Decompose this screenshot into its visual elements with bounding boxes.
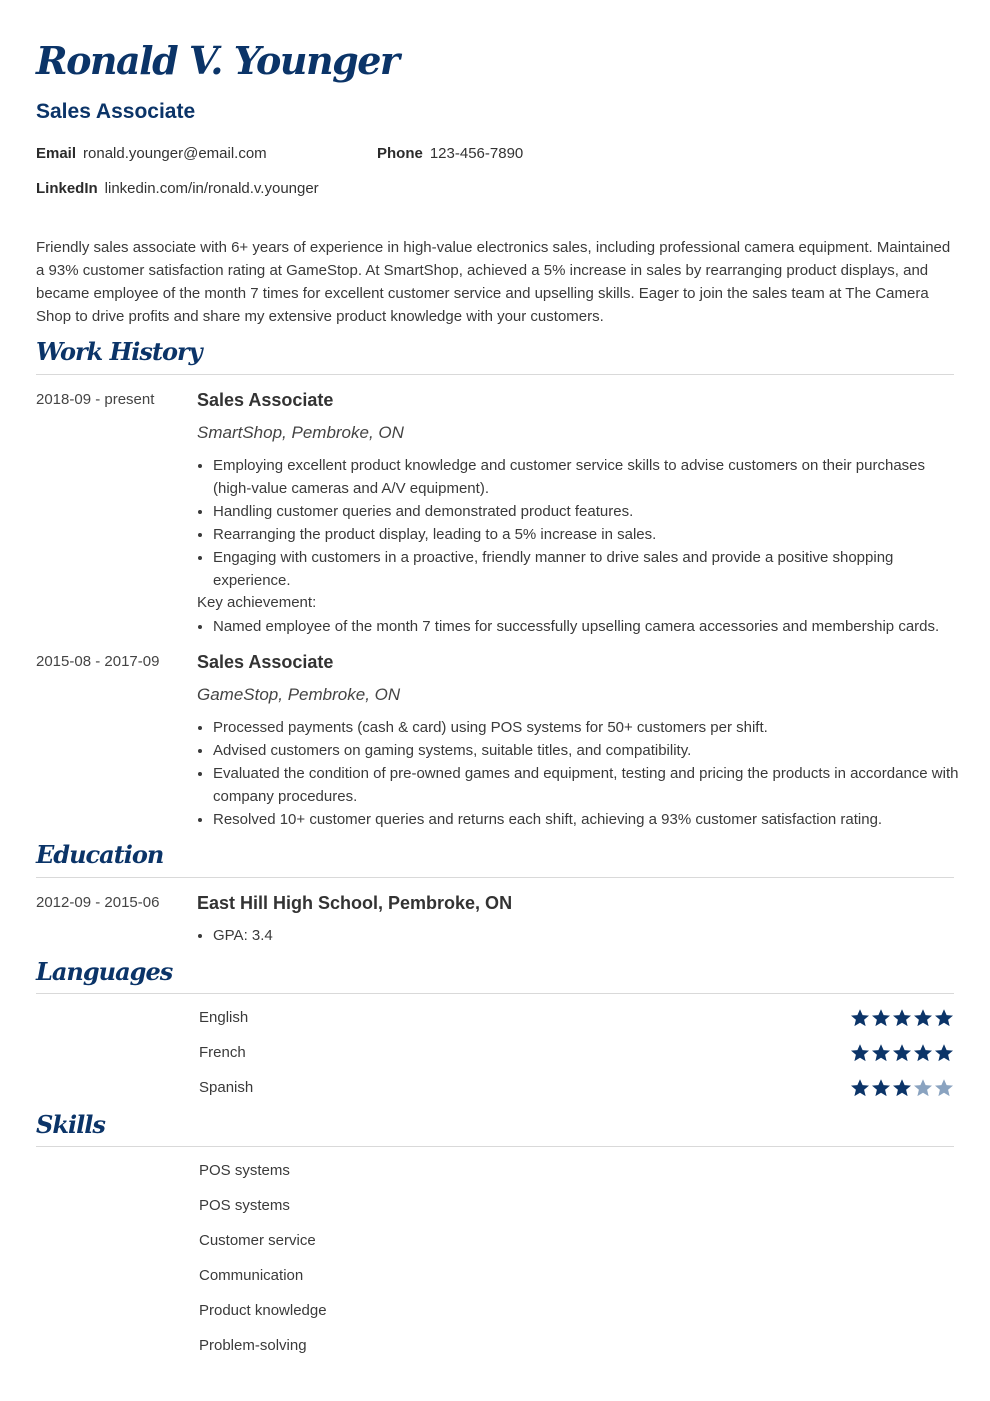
language-name: French [199, 1044, 246, 1061]
section-title-work-history: Work History [36, 337, 202, 366]
job-date: 2018-09 - present [36, 391, 155, 408]
skill-item: Customer service [199, 1232, 316, 1249]
language-rating [850, 1008, 954, 1028]
job-duty: • Handling customer queries and demonstrated product features. [213, 500, 963, 523]
job-title: Sales Associate [197, 390, 334, 410]
language-rating [850, 1043, 954, 1063]
job-date: 2015-08 - 2017-09 [36, 653, 160, 670]
language-rating [850, 1078, 954, 1098]
job-duties-list [197, 716, 963, 831]
job-duty: • Advised customers on gaming systems, suitable titles, and compatibility. [213, 739, 963, 762]
contact-linkedin [36, 180, 319, 197]
linkedin-value[interactable]: linkedin.com/in/ronald.v.younger [104, 180, 319, 197]
email-label: Email [36, 145, 77, 162]
section-divider [36, 993, 954, 994]
key-achievement-label: Key achievement: [197, 594, 317, 611]
star-icon [871, 1008, 891, 1028]
email-value[interactable]: ronald.younger@email.com [83, 145, 267, 162]
star-icon [934, 1008, 954, 1028]
candidate-role: Sales Associate [36, 100, 196, 123]
star-icon [913, 1008, 933, 1028]
star-icon [913, 1043, 933, 1063]
star-icon [892, 1008, 912, 1028]
star-icon [934, 1043, 954, 1063]
candidate-name: Ronald V. Younger [36, 38, 399, 83]
profile-summary: Friendly sales associate with 6+ years of experience in high-value electronics sales, including professional camera equipment. Maintained a 93% customer satisfaction rating at GameStop. At SmartShop, achieved a 5% increase in sales by rearranging product displays, and became employee of the month 7 times for excellent customer service and upselling skills. Eager to join the sales team at The Camera Shop to drive profits and share my extensive product knowledge with your customers. [36, 239, 951, 325]
job-company: GameStop, Pembroke, ON [197, 685, 401, 704]
job-duty: • Engaging with customers in a proactive, friendly manner to drive sales and provide a positive shopping experience. [213, 546, 963, 592]
job-duty: • Resolved 10+ customer queries and returns each shift, achieving a 93% customer satisfaction rating. [213, 808, 963, 831]
contact-phone [377, 145, 523, 162]
job-duty: • Processed payments (cash & card) using POS systems for 50+ customers per shift. [213, 716, 963, 739]
section-divider [36, 374, 954, 375]
skill-item: POS systems [199, 1197, 290, 1214]
star-icon [850, 1008, 870, 1028]
star-icon [892, 1078, 912, 1098]
section-divider [36, 877, 954, 878]
gpa-item: • GPA: 3.4 [213, 924, 963, 947]
job-duty: • Employing excellent product knowledge and customer service skills to advise customers on their purchases (high-value cameras and A/V equipment). [213, 454, 963, 500]
skill-item: POS systems [199, 1162, 290, 1179]
skill-item: Problem-solving [199, 1337, 307, 1354]
contact-email [36, 145, 267, 162]
section-divider [36, 1146, 954, 1147]
section-title-languages: Languages [36, 957, 173, 986]
section-title-skills: Skills [36, 1110, 105, 1139]
school-name: East Hill High School, Pembroke, ON [197, 893, 513, 913]
achievement-item: • Named employee of the month 7 times for successfully upselling camera accessories and membership cards. [213, 615, 973, 638]
star-icon [871, 1043, 891, 1063]
star-icon [871, 1078, 891, 1098]
job-title: Sales Associate [197, 652, 334, 672]
phone-value[interactable]: 123-456-7890 [429, 145, 524, 162]
education-details [197, 924, 963, 947]
star-icon [913, 1078, 933, 1098]
achievements-list [197, 615, 973, 638]
skill-item: Communication [199, 1267, 304, 1284]
language-name: English [199, 1009, 249, 1026]
language-name: Spanish [199, 1079, 254, 1096]
star-icon [892, 1043, 912, 1063]
job-company: SmartShop, Pembroke, ON [197, 423, 404, 442]
skill-item: Product knowledge [199, 1302, 327, 1319]
linkedin-label: LinkedIn [36, 180, 98, 197]
job-duties-list [197, 454, 963, 592]
job-duty: • Rearranging the product display, leading to a 5% increase in sales. [213, 523, 963, 546]
phone-label: Phone [377, 145, 423, 162]
star-icon [850, 1078, 870, 1098]
job-duty: • Evaluated the condition of pre-owned games and equipment, testing and pricing the products in accordance with company procedures. [213, 762, 963, 808]
section-title-education: Education [36, 840, 164, 869]
star-icon [934, 1078, 954, 1098]
star-icon [850, 1043, 870, 1063]
education-date: 2012-09 - 2015-06 [36, 894, 160, 911]
